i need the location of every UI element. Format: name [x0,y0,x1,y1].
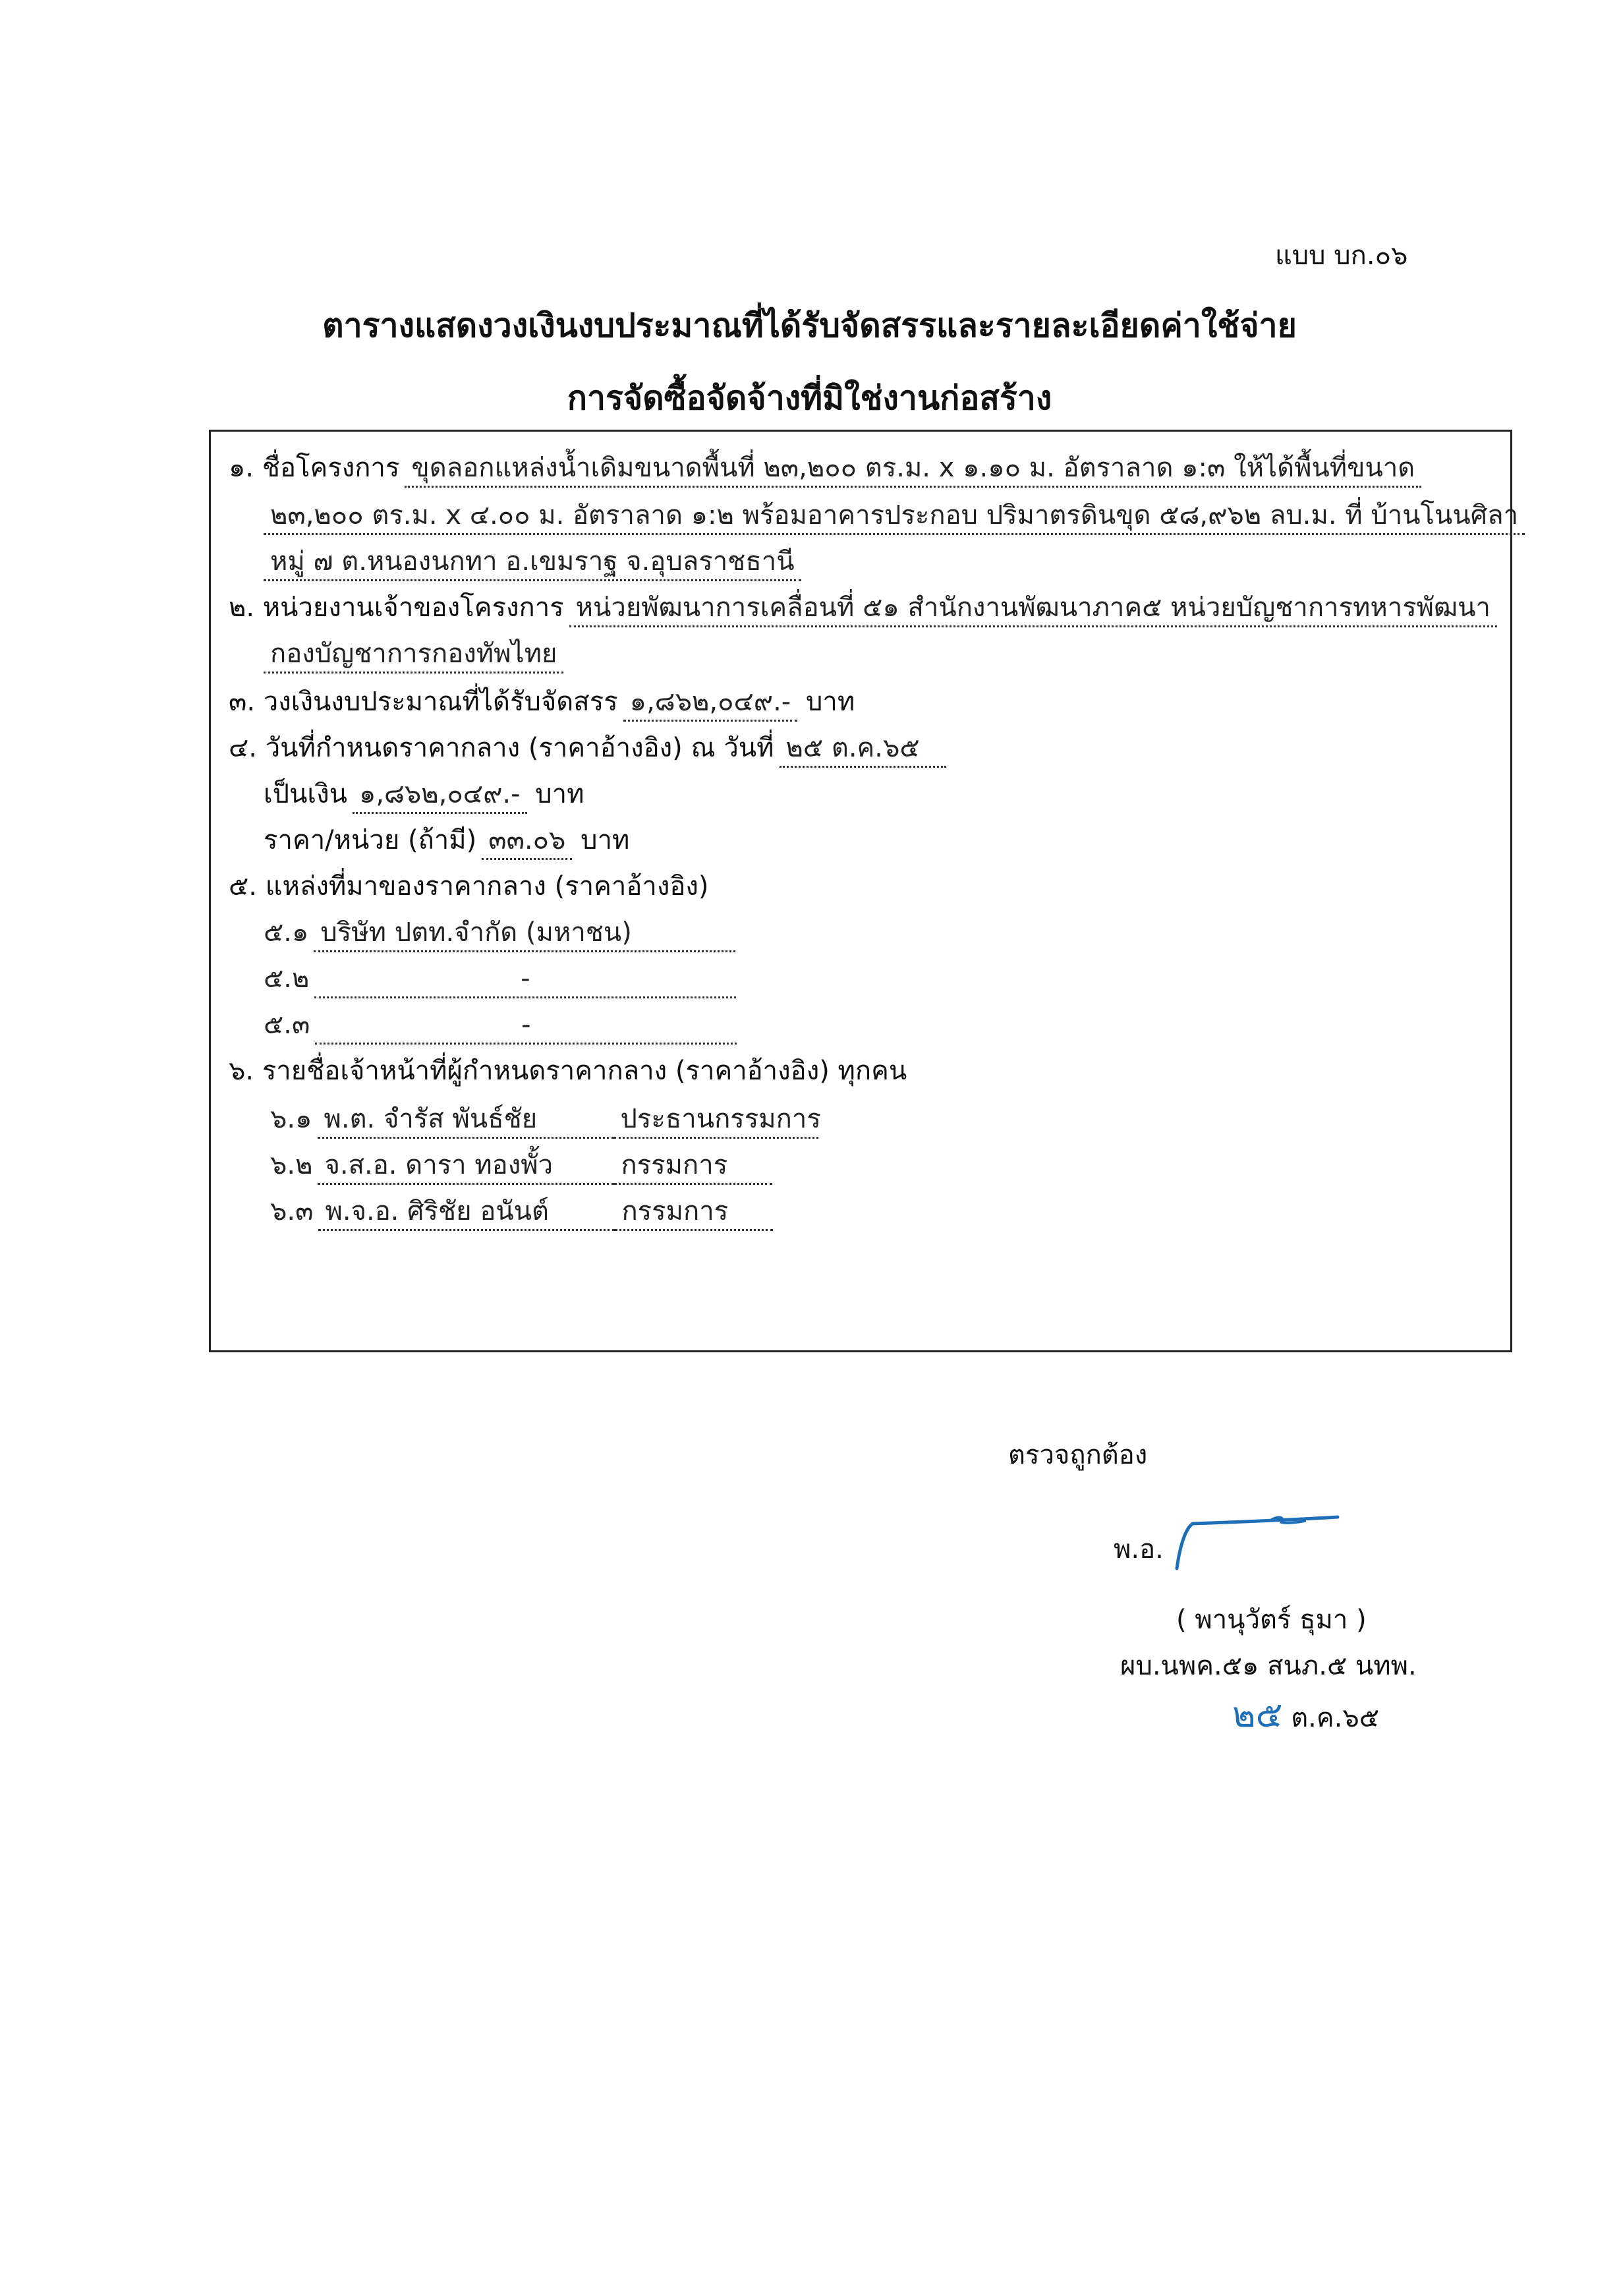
handwritten-day: ๒๕ [1232,1694,1283,1735]
officer-number: ๖.๑ [270,1104,312,1134]
form-code: แบบ บก.๐๖ [1275,241,1408,271]
officer-role: กรรมการ [614,1149,772,1185]
item1-project-name-line2: ๒๓,๒๐๐ ตร.ม. x ๔.๐๐ ม. อัตราลาด ๑:๒ พร้อมอาคารประกอบ ปริมาตรดินขุด ๕๘,๙๖๒ ลบ.ม. ที่ บ้านโนนศิลา [264,499,1525,535]
item2-row1 [229,591,1497,627]
source-value: - [315,1008,737,1045]
officer-number: ๖.๒ [270,1150,313,1180]
item6-row [229,1054,907,1087]
item4-unit-price-unit: บาท [581,825,630,855]
item3-unit: บาท [805,687,855,717]
item4-row1 [229,732,946,768]
item5-row [229,870,709,903]
document-title-line2: การจัดซื้อจัดจ้างที่มิใช่งานก่อสร้าง [567,379,1052,417]
item5-source-1 [264,916,735,952]
officer-number: ๖.๓ [270,1196,314,1226]
item4-label: ๔. วันที่กำหนดราคากลาง (ราคาอ้างอิง) ณ วันที่ [229,733,774,763]
officer-role: ประธานกรรมการ [614,1103,818,1139]
item1-row1 [229,451,1421,488]
item4-amount-value: ๑,๘๖๒,๐๔๙.- [353,778,527,814]
officer-name: จ.ส.อ. ดารา ทองพั้ว [318,1149,614,1185]
item1-row2 [264,499,1525,535]
item1-project-name-line1: ขุดลอกแหล่งน้ำเดิมขนาดพื้นที่ ๒๓,๒๐๐ ตร.ม. x ๑.๑๐ ม. อัตราลาด ๑:๓ ให้ได้พื้นที่ขนาด [405,451,1421,488]
item2-label: ๒. หน่วยงานเจ้าของโครงการ [229,592,564,623]
source-number: ๕.๓ [264,1010,310,1040]
source-number: ๕.๑ [264,917,309,948]
item4-unit-price-label: ราคา/หน่วย (ถ้ามี) [264,825,477,855]
source-value: - [314,962,736,998]
item2-agency-line2: กองบัญชาการกองทัพไทย [264,637,563,674]
item6-officer-3 [270,1195,773,1231]
item4-amount-unit: บาท [535,779,584,809]
item3-row [229,685,855,722]
signature-month-year: ต.ค.๖๕ [1291,1703,1380,1733]
item1-project-name-line3: หมู่ ๗ ต.หนองนกทา อ.เขมราฐ จ.อุบลราชธานี [264,545,801,581]
item5-source-2 [264,962,736,998]
item3-budget-value: ๑,๘๖๒,๐๔๙.- [623,685,798,722]
item2-agency-line1: หน่วยพัฒนาการเคลื่อนที่ ๕๑ สำนักงานพัฒนาภาค๕ หน่วยบัญชาการทหารพัฒนา [569,591,1497,627]
verified-text: ตรวจถูกต้อง [1008,1440,1148,1470]
handwritten-signature [1173,1503,1351,1575]
item3-label: ๓. วงเงินงบประมาณที่ได้รับจัดสรร [229,687,618,717]
officer-name: พ.ต. จำรัส พันธ์ชัย [318,1103,614,1139]
item4-date-value: ๒๕ ต.ค.๖๕ [780,732,946,768]
item1-row3 [264,545,801,581]
officer-name: พ.จ.อ. ศิริชัย อนันต์ [318,1195,615,1231]
item4-amount-label: เป็นเงิน [264,779,347,809]
item6-label: ๖. รายชื่อเจ้าหน้าที่ผู้กำหนดราคากลาง (ราคาอ้างอิง) ทุกคน [229,1056,907,1086]
item5-source-3 [264,1008,737,1045]
source-value: บริษัท ปตท.จำกัด (มหาชน) [314,916,735,952]
item6-officer-1 [270,1103,821,1139]
officer-role: กรรมการ [615,1195,773,1231]
item1-label: ๑. ชื่อโครงการ [229,453,400,483]
item4-row2 [264,778,584,814]
item5-label: ๕. แหล่งที่มาของราคากลาง (ราคาอ้างอิง) [229,871,709,902]
signatory-name: ( พานุวัตร์ ธุมา ) [1176,1605,1367,1635]
signature-date [1232,1686,1379,1742]
item2-row2 [264,637,563,674]
form-box [209,430,1519,1352]
item4-row3 [264,824,629,860]
item6-officer-2 [270,1149,772,1185]
signature-rank: พ.อ. [1114,1534,1164,1564]
source-number: ๕.๒ [264,963,310,994]
document-title-line1: ตารางแสดงวงเงินงบประมาณที่ได้รับจัดสรรและรายละเอียดค่าใช้จ่าย [322,306,1297,345]
item4-unit-price-value: ๓๓.๐๖ [482,824,572,860]
signatory-position: ผบ.นพค.๕๑ สนภ.๕ นทพ. [1120,1651,1417,1681]
